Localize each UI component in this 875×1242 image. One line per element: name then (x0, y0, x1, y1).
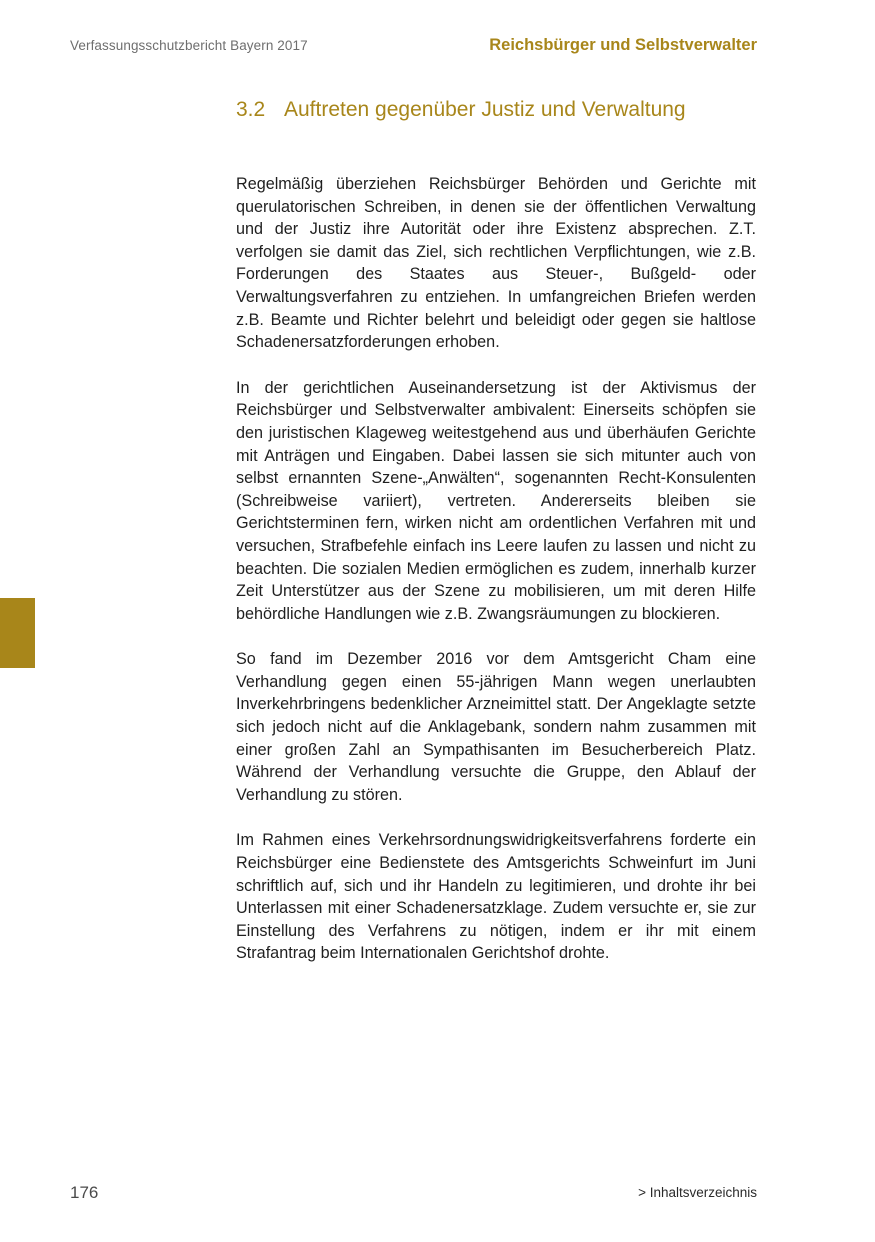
section-number: 3.2 (236, 98, 266, 121)
section-heading (236, 96, 696, 124)
body-text (236, 173, 756, 988)
paragraph: So fand im Dezember 2016 vor dem Amtsgericht Cham eine Verhandlung gegen einen 55-jährigen Mann wegen unerlaubten Inverkehrbringens bedenklicher Arzneimittel statt. Der Angeklagte setzte sich jedoch nicht auf die Anklagebank, sondern nahm zusammen mit einer großen Zahl an Sympathisanten im Besucherbereich Platz. Während der Verhandlung versuchte die Gruppe, den Ablauf der Verhandlung zu stören. (236, 650, 756, 804)
running-header-publication: Verfassungsschutzbericht Bayern 2017 (70, 38, 308, 53)
chapter-side-tab (0, 598, 35, 668)
table-of-contents-link[interactable]: > Inhaltsverzeichnis (638, 1185, 757, 1200)
paragraph: Im Rahmen eines Verkehrsordnungswidrigkeitsverfahrens forderte ein Reichsbürger eine Bedienstete des Amtsgerichts Schweinfurt im Juni schriftlich auf, sich und ihr Handeln zu legitimieren, und drohte ihr bei Unterlassen mit einer Schadenersatzklage. Zudem versuchte er, sie zur Einstellung des Verfahrens zu nötigen, indem er ihr mit einem Strafantrag beim Internationalen Gerichtshof drohte. (236, 831, 756, 963)
running-header-chapter: Reichsbürger und Selbstverwalter (489, 36, 757, 54)
paragraph: Regelmäßig überziehen Reichsbürger Behörden und Gerichte mit querulatorischen Schreiben, in denen sie der öffentlichen Verwaltung und der Justiz ihre Autorität oder ihre Existenz absprechen. Z.T. verfolgen sie damit das Ziel, sich rechtlichen Verpflichtungen, wie z.B. Forderungen des Staates aus Steuer-, Bußgeld- oder Verwaltungsverfahren zu entziehen. In umfangreichen Briefen werden z.B. Beamte und Richter belehrt und beleidigt oder gegen sie haltlose Schadenersatzforderungen erhoben. (236, 175, 756, 352)
section-title: Auftreten gegenüber Justiz und Verwaltung (284, 98, 686, 121)
page-number: 176 (70, 1183, 99, 1202)
paragraph: In der gerichtlichen Auseinandersetzung ist der Aktivismus der Reichsbürger und Selbstverwalter ambivalent: Einerseits schöpfen sie den juristischen Klageweg weitestgehend aus und überhäufen Gerichte mit Anträgen und Eingaben. Dabei lassen sie sich mitunter auch von selbst ernannten Szene-„Anwälten“, sogenannten Recht-Konsulenten (Schreibweise variiert), vertreten. Andererseits bleiben sie Gerichtsterminen fern, wirken nicht am ordentlichen Verfahren mit und versuchen, Strafbefehle einfach ins Leere laufen zu lassen und nicht zu beachten. Die sozialen Medien ermöglichen es zudem, innerhalb kurzer Zeit Unterstützer aus der Szene zu mobilisieren, um mit deren Hilfe behördliche Handlungen wie z.B. Zwangsräumungen zu blockieren. (236, 378, 756, 623)
